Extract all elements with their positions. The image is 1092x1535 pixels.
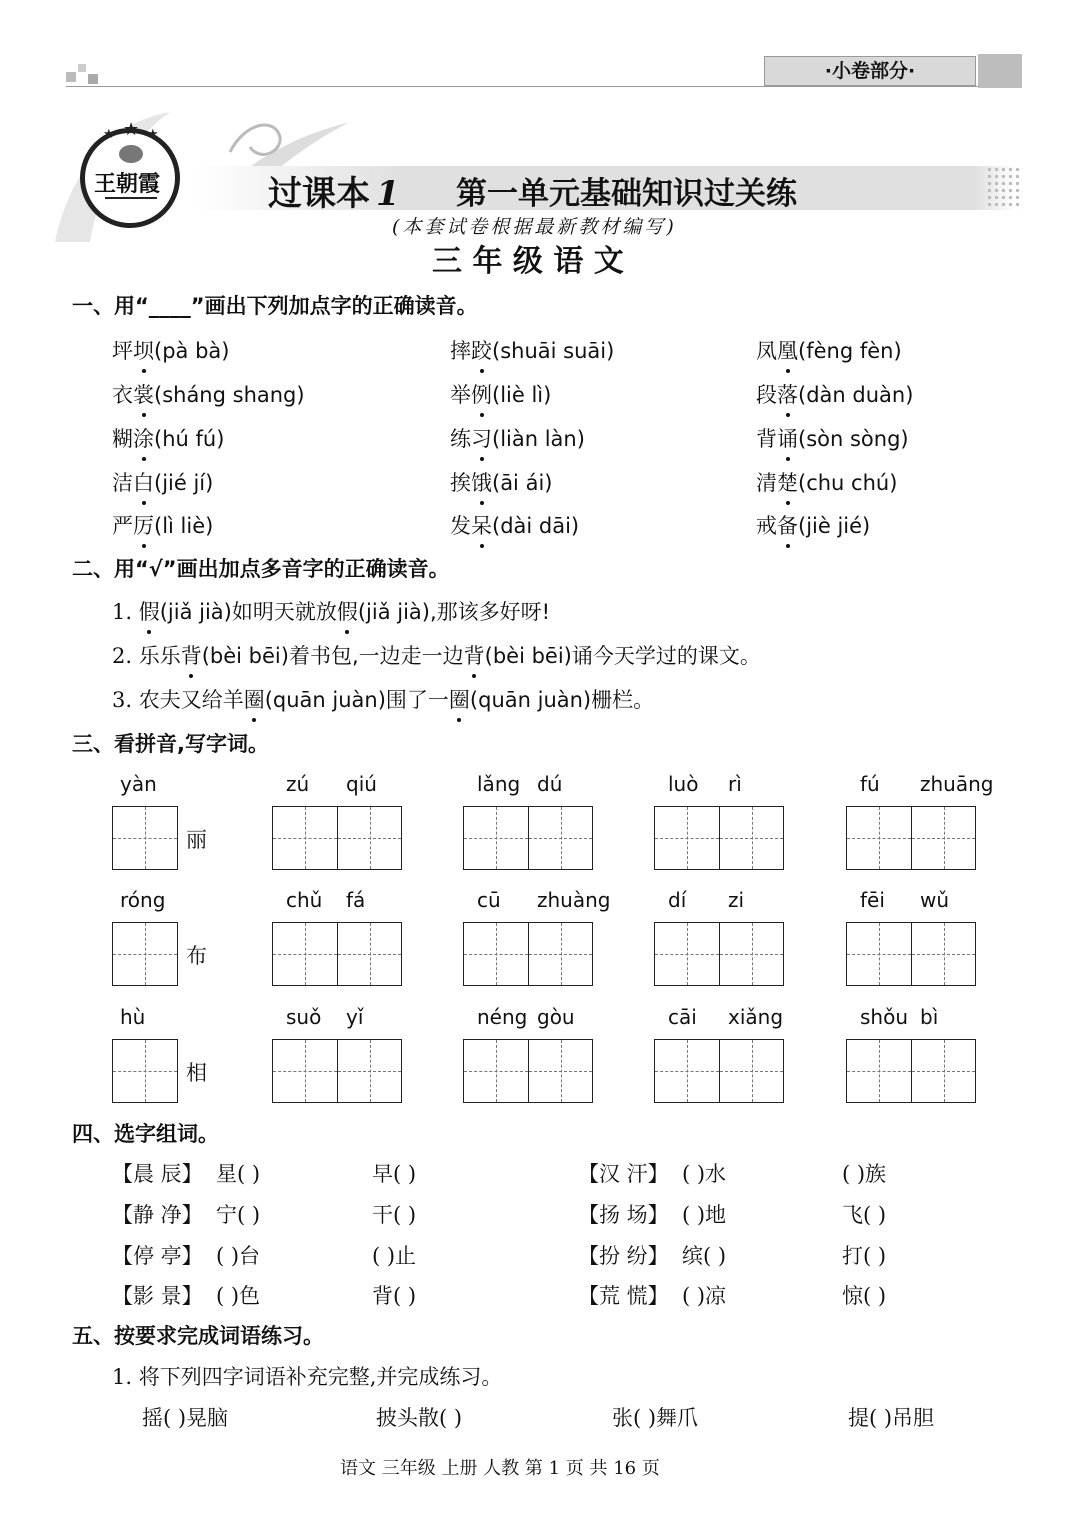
s1-item — [450, 379, 551, 409]
s1-pinyin-options: (pà bà) — [154, 339, 230, 363]
s3-pinyin: chǔ — [286, 888, 323, 912]
s3-pinyin: zú — [286, 772, 310, 796]
s4-char-pair: 【影 景】 — [112, 1284, 203, 1308]
s4-blank[interactable]: 早( ) — [372, 1162, 417, 1186]
s3-pinyin: róng — [120, 888, 166, 912]
s1-item — [756, 423, 909, 453]
header-decor-squares — [66, 62, 102, 86]
dotted-char: 圈 — [449, 684, 470, 714]
s3-pinyin: yǐ — [346, 1005, 364, 1029]
s1-char: 坪 — [112, 339, 133, 363]
s4-blank[interactable]: 干( ) — [372, 1203, 417, 1227]
s3-pinyin: fá — [346, 888, 366, 912]
s4-blank[interactable]: 惊( ) — [842, 1284, 887, 1308]
s2-question-3: 3. 农夫又给羊圈(quān juàn)围了一圈(quān juàn)栅栏。 — [112, 684, 654, 714]
s1-pinyin-options: (liè lì) — [492, 383, 552, 407]
s1-char: 戒 — [756, 514, 777, 538]
s3-pinyin: suǒ — [286, 1005, 322, 1029]
writing-box[interactable] — [654, 806, 784, 870]
s4-blank[interactable]: ( )水 — [682, 1162, 727, 1186]
s1-pinyin-options: (dài dāi) — [492, 514, 580, 538]
dotted-char: 白 — [133, 467, 154, 497]
star-icon: ★ — [103, 127, 115, 142]
dotted-char: 呆 — [471, 510, 492, 540]
s4-blank[interactable]: 星( ) — [216, 1162, 261, 1186]
s1-char: 凤 — [756, 339, 777, 363]
writing-box[interactable] — [654, 1039, 784, 1103]
s1-pinyin-options: (hú fú) — [154, 427, 225, 451]
section-tag: ·小卷部分· — [764, 56, 976, 86]
s3-pinyin: fú — [860, 772, 880, 796]
s3-pinyin: néng — [477, 1005, 528, 1029]
s1-item — [450, 335, 614, 365]
s3-pinyin: lǎng — [477, 772, 521, 796]
section3-title: 三、看拼音,写字词。 — [72, 732, 269, 756]
logo-seal — [80, 119, 180, 228]
writing-box[interactable] — [846, 1039, 976, 1103]
s4-blank[interactable]: ( )地 — [682, 1203, 727, 1227]
dotted-char: 饿 — [471, 467, 492, 497]
s3-pinyin: fēi — [860, 888, 885, 912]
section1-title: 一、用“____”画出下列加点字的正确读音。 — [72, 294, 478, 318]
s4-char-pair: 【荒 慌】 — [578, 1284, 669, 1308]
dotted-char: 坝 — [133, 335, 154, 365]
writing-box[interactable] — [463, 806, 593, 870]
dotted-char: 涂 — [133, 423, 154, 453]
logo-emblem-icon — [119, 145, 143, 163]
dotted-char: 裳 — [133, 379, 154, 409]
s1-char: 严 — [112, 514, 133, 538]
dotted-char: 备 — [777, 510, 798, 540]
s3-pinyin: hù — [120, 1005, 146, 1029]
dotted-char: 楚 — [777, 467, 798, 497]
s1-pinyin-options: (shuāi suāi) — [492, 339, 615, 363]
unit-title: 第一单元基础知识过关练 — [456, 176, 797, 212]
dotted-char: 背 — [464, 640, 485, 670]
writing-box[interactable] — [112, 922, 178, 986]
dotted-char: 圈 — [244, 684, 265, 714]
s1-char: 衣 — [112, 383, 133, 407]
dotted-char: 假 — [337, 596, 358, 626]
s1-char: 段 — [756, 383, 777, 407]
title-prefix: 过课本 — [268, 174, 370, 214]
s1-item — [450, 510, 579, 540]
title-number: 1 — [376, 174, 400, 214]
s4-char-pair: 【晨 辰】 — [112, 1162, 203, 1186]
s5-question-1: 1. 将下列四字词语补充完整,并完成练习。 — [112, 1365, 503, 1389]
writing-box[interactable] — [112, 806, 178, 870]
s2-question-1: 1. 假(jiǎ jià)如明天就放假(jiǎ jià),那该多好呀! — [112, 596, 550, 626]
s1-item — [112, 335, 229, 365]
s1-char: 举 — [450, 383, 471, 407]
writing-box[interactable] — [846, 922, 976, 986]
writing-box[interactable] — [112, 1039, 178, 1103]
writing-box[interactable] — [463, 922, 593, 986]
logo-text: 王朝霞 — [94, 171, 161, 197]
s1-pinyin-options: (jié jí) — [154, 471, 214, 495]
s3-pinyin: luò — [668, 772, 699, 796]
s1-char: 背 — [756, 427, 777, 451]
s1-item — [756, 379, 913, 409]
s1-pinyin-options: (dàn duàn) — [798, 383, 914, 407]
s3-pinyin: cāi — [668, 1005, 697, 1029]
s1-char: 练 — [450, 427, 471, 451]
s1-char: 糊 — [112, 427, 133, 451]
writing-box[interactable] — [272, 922, 402, 986]
s1-pinyin-options: (sháng shang) — [154, 383, 305, 407]
s4-char-pair: 【停 亭】 — [112, 1244, 203, 1268]
writing-box[interactable] — [654, 922, 784, 986]
s1-pinyin-options: (āi ái) — [492, 471, 553, 495]
s1-char: 洁 — [112, 471, 133, 495]
page-title — [268, 166, 400, 215]
s3-pinyin: zi — [728, 888, 745, 912]
s1-pinyin-options: (lì liè) — [154, 514, 214, 538]
s4-blank[interactable]: 飞( ) — [842, 1203, 887, 1227]
logo-underline — [105, 197, 157, 199]
s3-pinyin: qiú — [346, 772, 377, 796]
s1-pinyin-options: (fèng fèn) — [798, 339, 902, 363]
s4-char-pair: 【扮 纷】 — [578, 1244, 669, 1268]
s3-pinyin: yàn — [120, 772, 157, 796]
s3-pinyin: wǔ — [920, 888, 950, 912]
s4-char-pair: 【汉 汗】 — [578, 1162, 669, 1186]
subtitle: (本套试卷根据最新教材编写) — [392, 216, 677, 238]
s1-item — [450, 467, 552, 497]
s3-pinyin: xiǎng — [728, 1005, 784, 1029]
s4-char-pair: 【静 净】 — [112, 1203, 203, 1227]
writing-box[interactable] — [272, 806, 402, 870]
s1-char: 挨 — [450, 471, 471, 495]
s4-blank[interactable]: 宁( ) — [216, 1203, 261, 1227]
section5-title: 五、按要求完成词语练习。 — [72, 1324, 324, 1348]
s3-suffix-char: 丽 — [186, 828, 207, 852]
s1-pinyin-options: (liàn làn) — [492, 427, 585, 451]
s3-pinyin: shǒu — [860, 1005, 909, 1029]
dotted-char: 厉 — [133, 510, 154, 540]
s4-blank[interactable]: 缤( ) — [682, 1244, 727, 1268]
s4-blank[interactable]: 背( ) — [372, 1284, 417, 1308]
writing-box[interactable] — [463, 1039, 593, 1103]
s1-item — [450, 423, 585, 453]
s2-question-2: 2. 乐乐背(bèi bēi)着书包,一边走一边背(bèi bēi)诵今天学过的课文。 — [112, 640, 761, 670]
s1-char: 清 — [756, 471, 777, 495]
header-rule — [66, 86, 1022, 87]
section4-title: 四、选字组词。 — [72, 1122, 219, 1146]
dotted-char: 习 — [471, 423, 492, 453]
writing-box[interactable] — [272, 1039, 402, 1103]
dotted-char: 诵 — [777, 423, 798, 453]
s3-suffix-char: 布 — [186, 944, 207, 968]
s1-item — [756, 335, 902, 365]
s3-pinyin: cū — [477, 888, 501, 912]
s4-blank[interactable]: ( )台 — [216, 1244, 261, 1268]
s1-item — [756, 467, 897, 497]
s1-pinyin-options: (sòn sòng) — [798, 427, 909, 451]
s3-pinyin: rì — [728, 772, 742, 796]
s5-blank-item[interactable]: 摇( )晃脑 — [142, 1406, 229, 1430]
dotted-char: 例 — [471, 379, 492, 409]
s4-blank[interactable]: ( )止 — [372, 1244, 417, 1268]
section-tag-shade — [978, 54, 1022, 88]
s3-pinyin: bì — [920, 1005, 939, 1029]
page-footer: 语文 三年级 上册 人教 第 1 页 共 16 页 — [340, 1458, 660, 1479]
s3-pinyin: zhuàng — [537, 888, 611, 912]
section2-title: 二、用“√”画出加点多音字的正确读音。 — [72, 557, 450, 581]
dotted-char: 跤 — [471, 335, 492, 365]
s1-item — [756, 510, 870, 540]
s3-pinyin: gòu — [537, 1005, 575, 1029]
s4-blank[interactable]: ( )凉 — [682, 1284, 727, 1308]
s3-pinyin: dí — [668, 888, 687, 912]
star-icon: ★ — [147, 127, 159, 142]
s1-char: 发 — [450, 514, 471, 538]
s3-pinyin: zhuāng — [920, 772, 994, 796]
s1-pinyin-options: (jiè jié) — [798, 514, 871, 538]
star-icon: ★ — [123, 119, 140, 140]
s4-blank[interactable]: ( )族 — [842, 1162, 887, 1186]
dotted-char: 凰 — [777, 335, 798, 365]
s5-blank-item[interactable]: 披头散( ) — [376, 1406, 463, 1430]
s1-item — [112, 467, 213, 497]
dotted-char: 假 — [139, 596, 160, 626]
s1-pinyin-options: (chu chú) — [798, 471, 898, 495]
s3-suffix-char: 相 — [186, 1061, 207, 1085]
s4-blank[interactable]: 打( ) — [842, 1244, 887, 1268]
writing-box[interactable] — [846, 806, 976, 870]
s4-char-pair: 【扬 场】 — [578, 1203, 669, 1227]
s4-blank[interactable]: ( )色 — [216, 1284, 261, 1308]
dotted-char: 落 — [777, 379, 798, 409]
title-checker — [986, 166, 1022, 210]
s5-blank-item[interactable]: 张( )舞爪 — [612, 1406, 699, 1430]
s1-item — [112, 510, 213, 540]
s1-char: 摔 — [450, 339, 471, 363]
s1-item — [112, 379, 305, 409]
s5-blank-item[interactable]: 提( )吊胆 — [848, 1406, 935, 1430]
s1-item — [112, 423, 224, 453]
dotted-char: 背 — [181, 640, 202, 670]
grade-subject: 三 年 级 语 文 — [432, 244, 624, 279]
s3-pinyin: dú — [537, 772, 563, 796]
